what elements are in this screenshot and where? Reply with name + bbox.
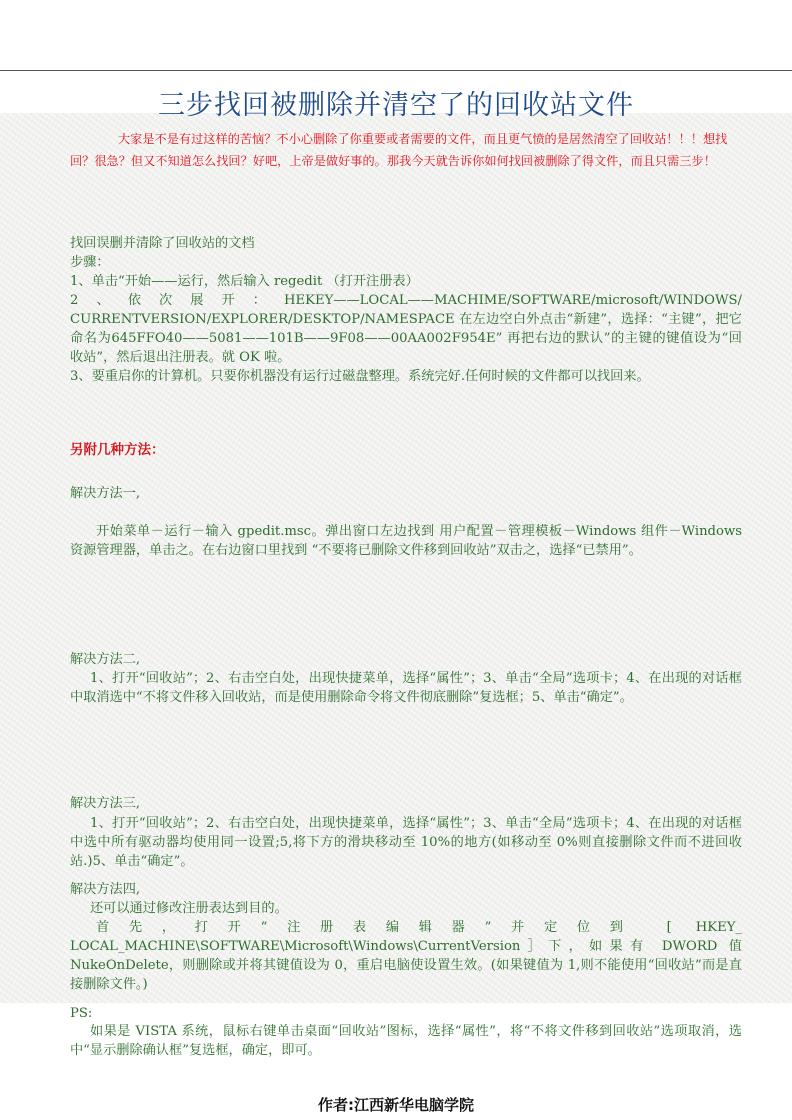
extra-methods-heading: 另附几种方法：: [70, 442, 165, 458]
method-3-text: 1、打开“回收站”；2、右击空白处，出现快捷菜单，选择“属性”；3、单击“全局”选项卡；4、在出现的对话框中选中所有驱动器均使用同一设置;5,将下方的滑块移动至 10%的地方(如移动至 0%则直接删除文件而不进回收站.)5、单击“确定”。: [70, 816, 742, 869]
section-recover-steps: [70, 234, 742, 386]
method-3-label: 解决方法三,: [70, 796, 141, 811]
step-2-first-line: 2、依次展开：HEKEY——LOCAL——MACHIME/SOFTWARE/microsoft/WINDOWS/: [70, 293, 742, 308]
steps-label: 步骤：: [70, 255, 110, 270]
step-2-rest: CURRENTVERSION/EXPLORER/DESKTOP/NAMESPACE 在左边空白外点击“新建”，选择：“主键”，把它命名为645FFO40——5081——101B——9F08——00AA002F954E” 再把右边的默认”的主键的键值设为“回收站”，然后退出注册表。就 OK 啦。: [70, 312, 742, 365]
method-2-text: 1、打开“回收站”；2、右击空白处，出现快捷菜单，选择“属性”；3、单击“全局”选项卡；4、在出现的对话框中取消选中“不将文件移入回收站，而是使用删除命令将文件彻底删除”复选框；5、单击“确定”。: [70, 671, 742, 705]
ps-label: PS:: [70, 1006, 93, 1021]
header-rule: [0, 70, 792, 71]
method-1-label: 解决方法一,: [70, 486, 141, 501]
step-3: 3、要重启你的计算机。只要你机器没有运行过磁盘整理。系统完好.任何时候的文件都可以找回来。: [70, 369, 650, 384]
method-2-label: 解决方法二,: [70, 652, 141, 667]
method-4-line-1: 还可以通过修改注册表达到目的。: [90, 901, 288, 916]
method-4-line-2: 首先，打开“注册表编辑器”并定位到 [ HKEY_: [96, 920, 742, 935]
step-1: 1、单击“开始——运行，然后输入 regedit （打开注册表）: [70, 274, 419, 289]
ps-text: 如果是 VISTA 系统，鼠标右键单击桌面“回收站”图标，选择“属性”，将“不将文件移到回收站”选项取消，选中“显示删除确认框”复选框，确定，即可。: [70, 1024, 742, 1058]
author-footer: 作者:江西新华电脑学院: [318, 1096, 474, 1114]
intro-paragraph: 大家是不是有过这样的苦恼？不小心删除了你重要或者需要的文件，而且更气愤的是居然清空了回收站！！！想找回？很急？但又不知道怎么找回？好吧，上帝是做好事的。那我今天就告诉你如何找回被删除了得文件，而且只需三步！: [70, 132, 728, 168]
section-heading: 找回误删并清除了回收站的文档: [70, 236, 255, 251]
method-4-label: 解决方法四,: [70, 882, 141, 897]
method-1-text: 开始菜单－运行－输入 gpedit.msc。弹出窗口左边找到 用户配置－管理模板－Windows 组件－Windows 资源管理器，单击之。在右边窗口里找到 “不要将已删除文件移到回收站”双击之，选择“已禁用”。: [70, 524, 742, 558]
document-title: 三步找回被删除并清空了的回收站文件: [158, 90, 634, 121]
method-4-rest: LOCAL_MACHINE\SOFTWARE\Microsoft\Windows\CurrentVersion］下，如果有 DWORD 值 NukeOnDelete，则删除或并将其键值设为 0，重启电脑使设置生效。(如果键值为 1,则不能使用“回收站”而是直接删除文件。): [70, 939, 742, 992]
